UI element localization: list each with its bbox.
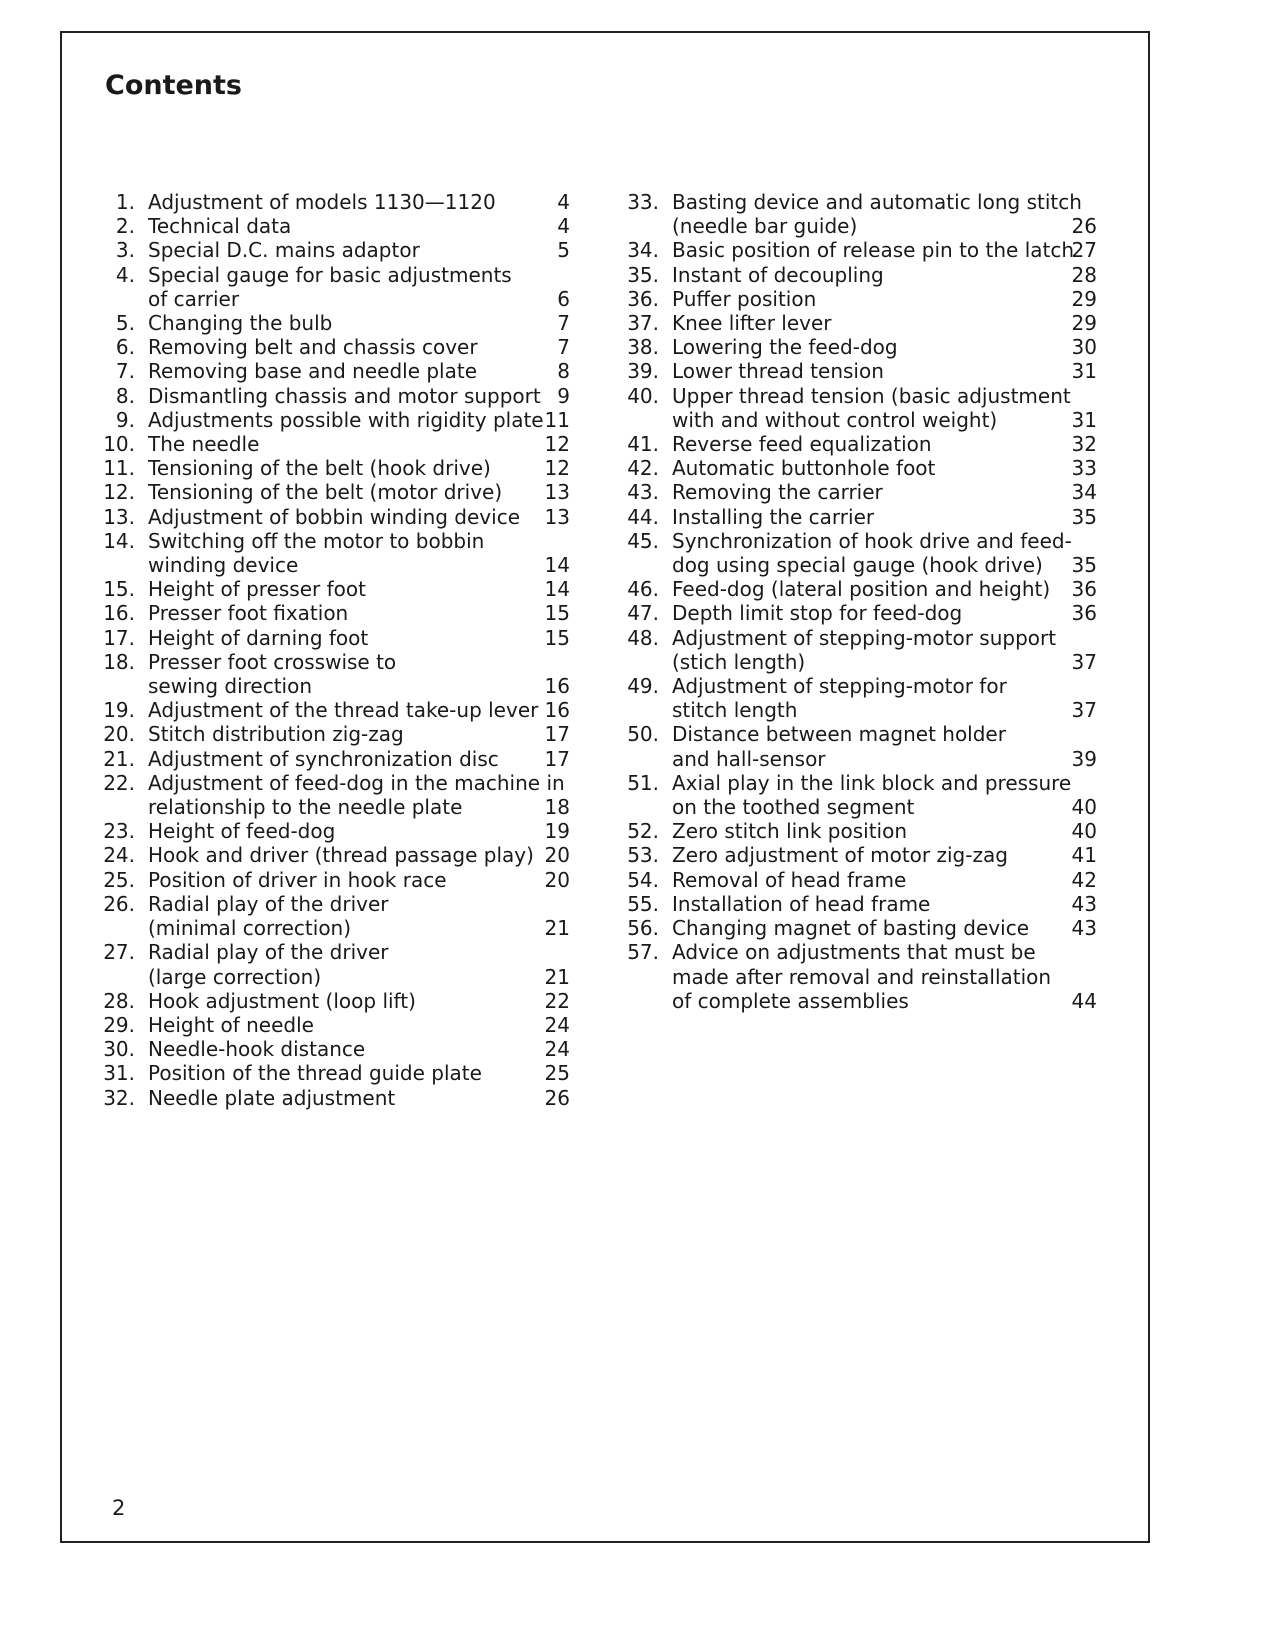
toc-entry-title-line: Zero adjustment of motor zig-zag <box>672 843 1008 868</box>
toc-entry-page: 17 <box>544 746 570 771</box>
toc-entry <box>98 577 580 601</box>
toc-entry-number: 32. <box>103 1085 135 1110</box>
toc-entry-page: 12 <box>544 432 570 457</box>
toc-entry-title-line: on the toothed segment <box>672 795 915 820</box>
toc-entry-page: 4 <box>557 214 570 239</box>
toc-entry-title-line: Changing magnet of basting device <box>672 916 1029 941</box>
toc-entry-number: 10. <box>103 432 135 457</box>
toc-entry-number: 36. <box>627 286 659 311</box>
toc-entry <box>98 263 580 311</box>
toc-entry-number: 37. <box>627 311 659 336</box>
toc-entry <box>622 311 1107 335</box>
toc-entry-number: 56. <box>627 916 659 941</box>
toc-entry <box>98 819 580 843</box>
toc-entry <box>98 1061 580 1085</box>
toc-entry-number: 12. <box>103 480 135 505</box>
toc-entry-number: 21. <box>103 746 135 771</box>
toc-entry-page: 37 <box>1071 649 1097 674</box>
toc-entry <box>98 311 580 335</box>
toc-entry-number: 31. <box>103 1061 135 1086</box>
toc-entry-page: 35 <box>1071 504 1097 529</box>
toc-entry-title-line: Height of darning foot <box>148 625 369 650</box>
toc-entry-number: 6. <box>115 335 135 360</box>
toc-entry-number: 9. <box>115 407 135 432</box>
toc-entry <box>98 384 580 408</box>
toc-entry-number: 49. <box>627 674 659 699</box>
toc-entry-page: 15 <box>544 625 570 650</box>
toc-entry-title-line: of carrier <box>148 286 240 311</box>
toc-entry-title-line: Zero stitch link position <box>672 819 908 844</box>
toc-entry-title-line: Lowering the feed-dog <box>672 335 898 360</box>
toc-entry <box>622 674 1107 722</box>
toc-entry-title-line: Radial play of the driver <box>148 940 389 965</box>
toc-entry-number: 15. <box>103 577 135 602</box>
toc-entry <box>98 335 580 359</box>
toc-entry-title-line: Adjustment of feed-dog in the machine in <box>148 770 565 795</box>
toc-entry <box>622 287 1107 311</box>
toc-entry-number: 54. <box>627 867 659 892</box>
toc-entry-page: 8 <box>557 359 570 384</box>
toc-entry-number: 17. <box>103 625 135 650</box>
toc-entry-page: 24 <box>544 1012 570 1037</box>
toc-entry-page: 43 <box>1071 916 1097 941</box>
toc-entry-page: 43 <box>1071 891 1097 916</box>
toc-entry-number: 44. <box>627 504 659 529</box>
toc-entry <box>98 505 580 529</box>
toc-entry-number: 51. <box>627 770 659 795</box>
toc-entry-number: 57. <box>627 940 659 965</box>
toc-entry-title-line: Adjustment of synchronization disc <box>148 746 499 771</box>
toc-entry-title-line: (stich length) <box>672 649 806 674</box>
toc-entry-number: 52. <box>627 819 659 844</box>
toc-entry-page: 14 <box>544 553 570 578</box>
toc-entry-title-line: Puffer position <box>672 286 817 311</box>
toc-entry-number: 18. <box>103 649 135 674</box>
toc-entry-title-line: Basic position of release pin to the latch <box>672 238 1075 263</box>
toc-entry-title-line: Adjustment of stepping-motor support <box>672 625 1057 650</box>
toc-entry-title-line: Height of presser foot <box>148 577 366 602</box>
toc-entry-page: 14 <box>544 577 570 602</box>
toc-entry <box>98 529 580 577</box>
toc-entry <box>622 819 1107 843</box>
toc-entry-title-line: The needle <box>148 432 260 457</box>
toc-entry-page: 26 <box>1071 214 1097 239</box>
toc-entry <box>98 214 580 238</box>
toc-entry-title-line: sewing direction <box>148 674 313 699</box>
toc-entry-title-line: Needle plate adjustment <box>148 1085 396 1110</box>
toc-entry <box>622 771 1107 819</box>
toc-entry-number: 53. <box>627 843 659 868</box>
toc-entry <box>98 650 580 698</box>
toc-entry-page: 7 <box>557 311 570 336</box>
toc-entry <box>98 480 580 504</box>
toc-entry-page: 24 <box>544 1037 570 1062</box>
toc-entry-title-line: Synchronization of hook drive and feed- <box>672 528 1072 553</box>
toc-entry-title-line: Adjustment of stepping-motor for <box>672 674 1007 699</box>
toc-entry-title-line: Height of needle <box>148 1012 314 1037</box>
toc-entry-title-line: Stitch distribution zig-zag <box>148 722 404 747</box>
toc-entry <box>98 626 580 650</box>
toc-entry-number: 29. <box>103 1012 135 1037</box>
toc-entry <box>98 698 580 722</box>
toc-entry-page: 20 <box>544 867 570 892</box>
toc-entry-title-line: Adjustments possible with rigidity plate <box>148 407 544 432</box>
toc-entry-page: 31 <box>1071 359 1097 384</box>
toc-entry-title-line: Adjustment of bobbin winding device <box>148 504 520 529</box>
toc-entry-number: 19. <box>103 698 135 723</box>
toc-entry-title-line: Adjustment of models 1130—1120 <box>148 190 496 214</box>
toc-entry-title-line: made after removal and reinstallation <box>672 964 1052 989</box>
toc-entry-title-line: relationship to the needle plate <box>148 795 463 820</box>
toc-entry-title-line: with and without control weight) <box>672 407 998 432</box>
toc-entry-page: 21 <box>544 964 570 989</box>
toc-entry <box>622 601 1107 625</box>
toc-entry-title-line: Feed-dog (lateral position and height) <box>672 577 1051 602</box>
toc-entry-title-line: Switching off the motor to bobbin <box>148 528 485 553</box>
toc-entry-page: 5 <box>557 238 570 263</box>
toc-entry-number: 13. <box>103 504 135 529</box>
toc-entry-number: 40. <box>627 383 659 408</box>
toc-entry <box>622 263 1107 287</box>
toc-entry <box>98 190 580 214</box>
toc-entry-page: 22 <box>544 988 570 1013</box>
toc-entry-page: 35 <box>1071 553 1097 578</box>
toc-entry <box>98 238 580 262</box>
toc-entry-page: 36 <box>1071 577 1097 602</box>
toc-entry-page: 29 <box>1071 311 1097 336</box>
toc-entry-title-line: Dismantling chassis and motor support <box>148 383 541 408</box>
toc-entry-number: 14. <box>103 528 135 553</box>
toc-entry-title-line: Adjustment of the thread take-up lever <box>148 698 539 723</box>
toc-entry-number: 22. <box>103 770 135 795</box>
toc-entry-page: 12 <box>544 456 570 481</box>
toc-entry-page: 44 <box>1071 988 1097 1013</box>
toc-entry-number: 45. <box>627 528 659 553</box>
toc-entry-number: 43. <box>627 480 659 505</box>
toc-entry-title-line: Distance between magnet holder <box>672 722 1006 747</box>
toc-entry-number: 28. <box>103 988 135 1013</box>
toc-entry-title-line: dog using special gauge (hook drive) <box>672 553 1043 578</box>
toc-entry-number: 1. <box>115 190 135 214</box>
toc-entry <box>98 1037 580 1061</box>
toc-entry-page: 16 <box>544 674 570 699</box>
toc-entry <box>622 384 1107 432</box>
toc-entry-title-line: Removing base and needle plate <box>148 359 478 384</box>
toc-entry-page: 11 <box>544 407 570 432</box>
toc-entry-title-line: Hook and driver (thread passage play) <box>148 843 534 868</box>
toc-entry-title-line: Changing the bulb <box>148 311 333 336</box>
toc-entry-page: 29 <box>1071 286 1097 311</box>
toc-entry-page: 27 <box>1071 238 1097 263</box>
toc-entry <box>622 238 1107 262</box>
toc-entry-page: 36 <box>1071 601 1097 626</box>
toc-entry <box>622 432 1107 456</box>
toc-entry <box>622 190 1107 238</box>
toc-entry-page: 20 <box>544 843 570 868</box>
toc-entry-title-line: Instant of decoupling <box>672 262 884 287</box>
toc-entry-title-line: Axial play in the link block and pressure <box>672 770 1072 795</box>
toc-entry <box>98 359 580 383</box>
toc-entry-title-line: winding device <box>148 553 299 578</box>
toc-entry-title-line: Height of feed-dog <box>148 819 336 844</box>
contents-column-left <box>98 190 580 1110</box>
toc-entry <box>98 868 580 892</box>
toc-entry-number: 30. <box>103 1037 135 1062</box>
toc-entry-title-line: Special gauge for basic adjustments <box>148 262 512 287</box>
toc-entry <box>98 771 580 819</box>
toc-entry <box>98 432 580 456</box>
toc-entry-number: 34. <box>627 238 659 263</box>
toc-entry-title-line: Position of the thread guide plate <box>148 1061 482 1086</box>
toc-entry-number: 16. <box>103 601 135 626</box>
toc-entry-page: 39 <box>1071 746 1097 771</box>
toc-entry-title-line: Basting device and automatic long stitch <box>672 190 1082 214</box>
toc-entry <box>98 722 580 746</box>
toc-entry <box>622 335 1107 359</box>
toc-entry-title-line: and hall-sensor <box>672 746 826 771</box>
toc-entry-number: 24. <box>103 843 135 868</box>
toc-entry <box>622 868 1107 892</box>
toc-entry-page: 25 <box>544 1061 570 1086</box>
toc-entry-title-line: Installation of head frame <box>672 891 931 916</box>
contents-column-right <box>622 190 1107 1013</box>
toc-entry-title-line: Automatic buttonhole foot <box>672 456 936 481</box>
toc-entry-number: 23. <box>103 819 135 844</box>
toc-entry-title-line: Technical data <box>148 214 292 239</box>
toc-entry-page: 26 <box>544 1085 570 1110</box>
toc-entry-title-line: stitch length <box>672 698 798 723</box>
toc-entry-title-line: Removing the carrier <box>672 480 883 505</box>
toc-entry-title-line: Removal of head frame <box>672 867 907 892</box>
toc-entry-number: 50. <box>627 722 659 747</box>
toc-entry-title-line: Upper thread tension (basic adjustment <box>672 383 1071 408</box>
toc-entry-page: 13 <box>544 480 570 505</box>
toc-entry <box>98 747 580 771</box>
toc-entry-title-line: (needle bar guide) <box>672 214 858 239</box>
toc-entry-number: 25. <box>103 867 135 892</box>
toc-entry-page: 33 <box>1071 456 1097 481</box>
toc-entry-title-line: Removing belt and chassis cover <box>148 335 478 360</box>
toc-entry-page: 42 <box>1071 867 1097 892</box>
toc-entry-title-line: Depth limit stop for feed-dog <box>672 601 963 626</box>
toc-entry-title-line: Presser foot fixation <box>148 601 349 626</box>
toc-entry-page: 34 <box>1071 480 1097 505</box>
toc-entry-number: 48. <box>627 625 659 650</box>
toc-entry-number: 5. <box>115 311 135 336</box>
toc-entry <box>622 626 1107 674</box>
toc-entry <box>98 1013 580 1037</box>
toc-entry <box>98 601 580 625</box>
toc-entry <box>98 1086 580 1110</box>
toc-entry-title-line: Hook adjustment (loop lift) <box>148 988 416 1013</box>
toc-entry-title-line: Advice on adjustments that must be <box>672 940 1036 965</box>
toc-entry <box>98 989 580 1013</box>
toc-entry-number: 26. <box>103 891 135 916</box>
toc-entry-page: 40 <box>1071 795 1097 820</box>
toc-entry-title-line: Radial play of the driver <box>148 891 389 916</box>
toc-entry <box>622 916 1107 940</box>
toc-entry-page: 41 <box>1071 843 1097 868</box>
toc-entry-title-line: Reverse feed equalization <box>672 432 932 457</box>
toc-entry-title-line: Tensioning of the belt (hook drive) <box>148 456 491 481</box>
toc-entry-page: 18 <box>544 795 570 820</box>
toc-entry-page: 31 <box>1071 407 1097 432</box>
toc-entry-number: 8. <box>115 383 135 408</box>
toc-entry-number: 41. <box>627 432 659 457</box>
toc-entry <box>98 408 580 432</box>
toc-entry-number: 3. <box>115 238 135 263</box>
toc-entry <box>98 843 580 867</box>
toc-entry <box>622 892 1107 916</box>
toc-entry-number: 35. <box>627 262 659 287</box>
toc-entry <box>622 456 1107 480</box>
toc-entry-page: 7 <box>557 335 570 360</box>
toc-entry-title-line: (minimal correction) <box>148 916 352 941</box>
toc-entry-page: 37 <box>1071 698 1097 723</box>
toc-entry-page: 30 <box>1071 335 1097 360</box>
toc-entry-page: 9 <box>557 383 570 408</box>
toc-entry-page: 6 <box>557 286 570 311</box>
toc-entry <box>622 940 1107 1013</box>
toc-entry-title-line: Tensioning of the belt (motor drive) <box>148 480 503 505</box>
toc-entry-title-line: Lower thread tension <box>672 359 884 384</box>
toc-entry-number: 20. <box>103 722 135 747</box>
toc-entry-page: 19 <box>544 819 570 844</box>
toc-entry-title-line: Needle-hook distance <box>148 1037 366 1062</box>
toc-entry <box>622 359 1107 383</box>
toc-entry-page: 13 <box>544 504 570 529</box>
toc-entry-title-line: Installing the carrier <box>672 504 875 529</box>
toc-entry <box>622 843 1107 867</box>
toc-entry-number: 27. <box>103 940 135 965</box>
toc-entry-title-line: Position of driver in hook race <box>148 867 447 892</box>
toc-entry-title-line: Special D.C. mains adaptor <box>148 238 420 263</box>
toc-entry <box>98 940 580 988</box>
toc-entry-page: 16 <box>544 698 570 723</box>
toc-entry-title-line: Knee lifter lever <box>672 311 832 336</box>
toc-entry-number: 2. <box>115 214 135 239</box>
toc-entry-number: 38. <box>627 335 659 360</box>
toc-entry-page: 17 <box>544 722 570 747</box>
toc-entry-number: 42. <box>627 456 659 481</box>
page-title: Contents <box>105 70 243 101</box>
toc-entry-number: 46. <box>627 577 659 602</box>
toc-entry-number: 47. <box>627 601 659 626</box>
toc-entry-number: 39. <box>627 359 659 384</box>
toc-entry-title-line: Presser foot crosswise to <box>148 649 397 674</box>
toc-entry <box>622 529 1107 577</box>
toc-entry-page: 4 <box>557 190 570 214</box>
toc-entry <box>98 456 580 480</box>
toc-entry <box>622 722 1107 770</box>
toc-entry-number: 33. <box>627 190 659 214</box>
toc-entry-number: 7. <box>115 359 135 384</box>
page-number: 2 <box>112 1496 126 1520</box>
toc-entry-title-line: of complete assemblies <box>672 988 909 1013</box>
toc-entry <box>622 505 1107 529</box>
toc-entry-page: 40 <box>1071 819 1097 844</box>
toc-entry <box>98 892 580 940</box>
toc-entry-number: 4. <box>115 262 135 287</box>
toc-entry-number: 11. <box>103 456 135 481</box>
toc-entry-number: 55. <box>627 891 659 916</box>
toc-entry-title-line: (large correction) <box>148 964 322 989</box>
toc-entry <box>622 480 1107 504</box>
toc-entry-page: 28 <box>1071 262 1097 287</box>
toc-entry-page: 21 <box>544 916 570 941</box>
toc-entry <box>622 577 1107 601</box>
toc-entry-page: 32 <box>1071 432 1097 457</box>
toc-entry-page: 15 <box>544 601 570 626</box>
